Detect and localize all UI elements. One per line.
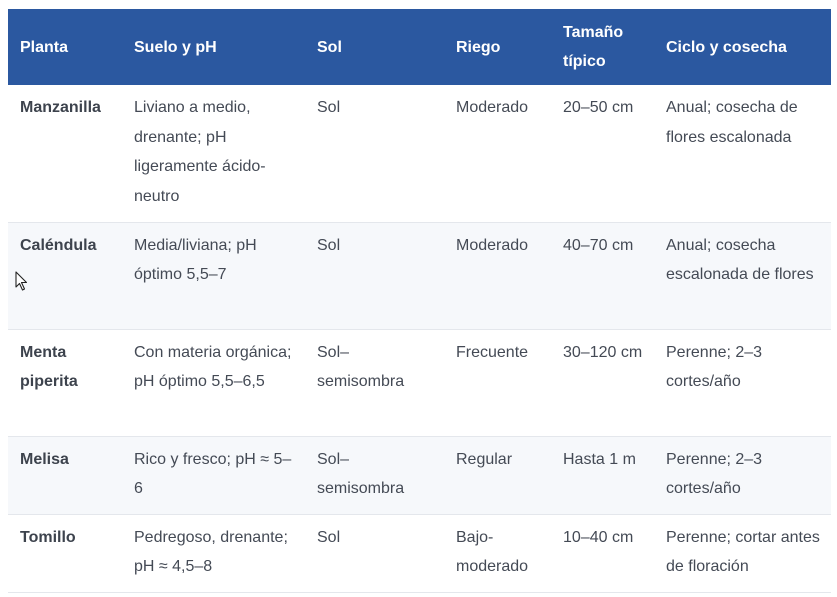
cycle-cell: Perenne; 2–3 cortes/año bbox=[654, 329, 831, 436]
plant-table bbox=[8, 9, 831, 593]
arrow-pointer-icon bbox=[15, 271, 28, 292]
table-header-row bbox=[8, 9, 831, 85]
table-row bbox=[8, 436, 831, 514]
plant-name-cell: Caléndula bbox=[8, 222, 122, 329]
sun-cell: Sol–semisombra bbox=[305, 436, 444, 514]
cycle-cell: Perenne; 2–3 cortes/año bbox=[654, 436, 831, 514]
size-cell: 40–70 cm bbox=[551, 222, 654, 329]
table-row bbox=[8, 514, 831, 592]
cycle-cell: Anual; cosecha de flores escalonada bbox=[654, 85, 831, 222]
watering-cell: Bajo-moderado bbox=[444, 514, 551, 592]
watering-cell: Regular bbox=[444, 436, 551, 514]
table-row bbox=[8, 329, 831, 436]
cycle-cell: Perenne; cortar antes de floración bbox=[654, 514, 831, 592]
soil-cell: Media/liviana; pH óptimo 5,5–7 bbox=[122, 222, 305, 329]
size-cell: 10–40 cm bbox=[551, 514, 654, 592]
plant-name-cell: Manzanilla bbox=[8, 85, 122, 222]
column-header-sol: Sol bbox=[317, 38, 342, 56]
column-header-tamano: Tamaño típico bbox=[563, 24, 624, 70]
size-cell: 30–120 cm bbox=[551, 329, 654, 436]
size-cell: 20–50 cm bbox=[551, 85, 654, 222]
watering-cell: Moderado bbox=[444, 222, 551, 329]
sun-cell: Sol bbox=[305, 514, 444, 592]
column-header-ciclo: Ciclo y cosecha bbox=[666, 38, 787, 56]
soil-cell: Pedregoso, drenante; pH ≈ 4,5–8 bbox=[122, 514, 305, 592]
table-row bbox=[8, 85, 831, 222]
size-cell: Hasta 1 m bbox=[551, 436, 654, 514]
column-header-planta: Planta bbox=[20, 38, 69, 56]
column-header-suelo-ph: Suelo y pH bbox=[134, 38, 217, 56]
column-header-riego: Riego bbox=[456, 38, 501, 56]
cycle-cell: Anual; cosecha escalonada de flores bbox=[654, 222, 831, 329]
sun-cell: Sol bbox=[305, 85, 444, 222]
soil-cell: Rico y fresco; pH ≈ 5–6 bbox=[122, 436, 305, 514]
watering-cell: Frecuente bbox=[444, 329, 551, 436]
sun-cell: Sol bbox=[305, 222, 444, 329]
sun-cell: Sol–semisombra bbox=[305, 329, 444, 436]
plant-name-cell: Melisa bbox=[8, 436, 122, 514]
plant-name-cell: Tomillo bbox=[8, 514, 122, 592]
soil-cell: Con materia orgánica; pH óptimo 5,5–6,5 bbox=[122, 329, 305, 436]
table-row bbox=[8, 222, 831, 329]
watering-cell: Moderado bbox=[444, 85, 551, 222]
soil-cell: Liviano a medio, drenante; pH ligeramente ácido-neutro bbox=[122, 85, 305, 222]
plant-name-cell: Menta piperita bbox=[8, 329, 122, 436]
